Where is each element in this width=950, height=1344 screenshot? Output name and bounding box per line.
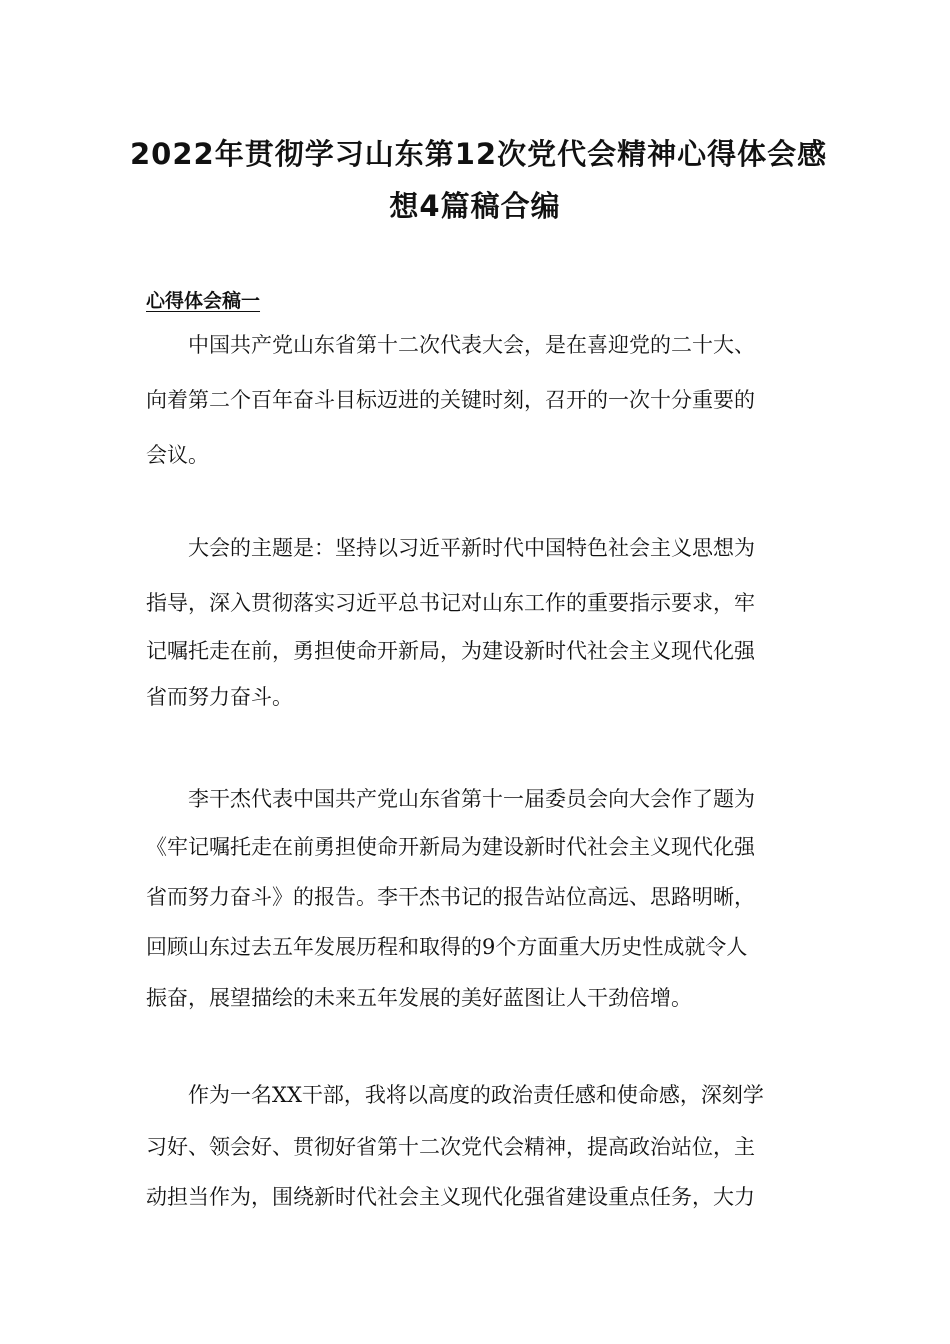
paragraph-3-line-3: 省而努力奋斗》的报告。李干杰书记的报告站位高远、思路明晰，	[146, 885, 755, 909]
paragraph-3-line-4: 回顾山东过去五年发展历程和取得的9个方面重大历史性成就令人	[146, 935, 748, 959]
paragraph-2-line-2: 指导，深入贯彻落实习近平总书记对山东工作的重要指示要求，牢	[146, 591, 755, 615]
paragraph-1-line-3: 会议。	[146, 443, 209, 467]
paragraph-3-line-1: 李干杰代表中国共产党山东省第十一届委员会向大会作了题为	[188, 787, 755, 811]
paragraph-4-line-1: 作为一名XX干部，我将以高度的政治责任感和使命感，深刻学	[188, 1083, 764, 1107]
paragraph-1-line-2: 向着第二个百年奋斗目标迈进的关键时刻，召开的一次十分重要的	[146, 388, 755, 412]
document-title-line-1: 2022年贯彻学习山东第12次党代会精神心得体会感	[130, 137, 828, 171]
paragraph-2-line-3: 记嘱托走在前，勇担使命开新局，为建设新时代社会主义现代化强	[146, 639, 755, 663]
section-heading: 心得体会稿一	[146, 290, 261, 312]
paragraph-3-line-5: 振奋，展望描绘的未来五年发展的美好蓝图让人干劲倍增。	[146, 986, 692, 1010]
paragraph-3-line-2: 《牢记嘱托走在前勇担使命开新局为建设新时代社会主义现代化强	[146, 835, 755, 859]
paragraph-4-line-3: 动担当作为，围绕新时代社会主义现代化强省建设重点任务，大力	[146, 1185, 755, 1209]
paragraph-1-line-1: 中国共产党山东省第十二次代表大会，是在喜迎党的二十大、	[188, 333, 755, 357]
document-title-line-2: 想4篇稿合编	[389, 189, 561, 223]
paragraph-2-line-4: 省而努力奋斗。	[146, 685, 293, 709]
paragraph-4-line-2: 习好、领会好、贯彻好省第十二次党代会精神，提高政治站位，主	[146, 1135, 755, 1159]
paragraph-2-line-1: 大会的主题是：坚持以习近平新时代中国特色社会主义思想为	[188, 536, 755, 560]
